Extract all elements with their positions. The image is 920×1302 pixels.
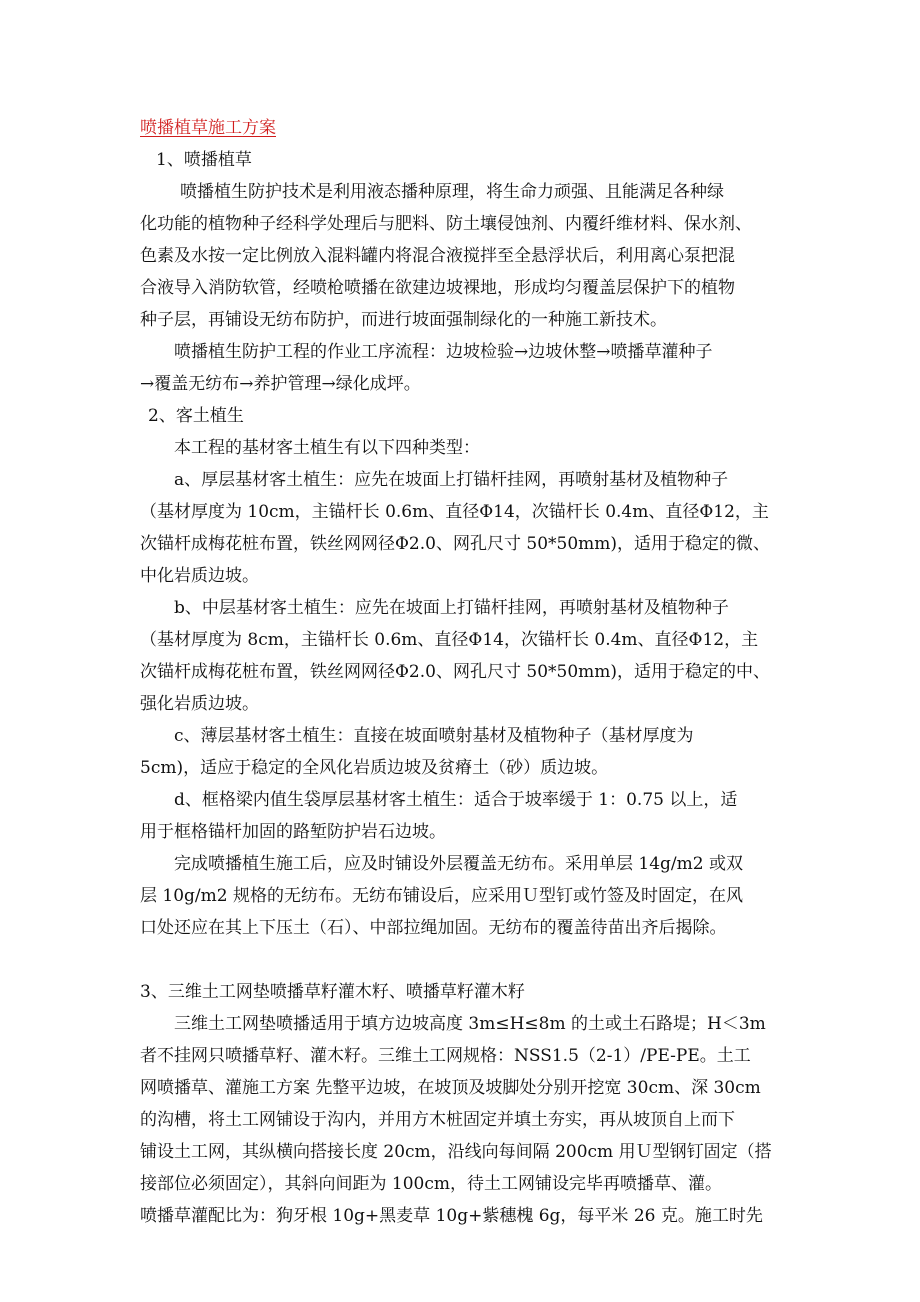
paragraph-line: 合液导入消防软管，经喷枪喷播在欲建边坡裸地，形成均匀覆盖层保护下的植物 [140, 278, 735, 298]
paragraph-line: →覆盖无纺布→养护管理→绿化成坪。 [140, 374, 421, 394]
paragraph-line: a、厚层基材客土植生：应先在坡面上打锚杆挂网，再喷射基材及植物种子 [174, 470, 729, 490]
paragraph-line: 喷播植生防护工程的作业工序流程：边坡检验→边坡休整→喷播草灌种子 [174, 342, 713, 362]
document-lines [140, 144, 786, 1232]
paragraph-line: 5cm)，适应于稳定的全风化岩质边坡及贫瘠土（砂）质边坡。 [140, 758, 609, 778]
paragraph-line: 2、客土植生 [148, 406, 244, 426]
paragraph-line: 铺设土工网，其纵横向搭接长度 20cm，沿线向每间隔 200cm 用Ｕ型钢钉固定（搭 [140, 1142, 772, 1162]
paragraph-line: 1、喷播植草 [156, 150, 252, 170]
paragraph-line: 中化岩质边坡。 [140, 566, 259, 586]
paragraph-line: 接部位必须固定），其斜向间距为 100cm，待土工网铺设完毕再喷播草、灌。 [140, 1174, 722, 1194]
paragraph-line: 三维土工网垫喷播适用于填方边坡高度 3m≤H≤8m 的土或土石路堤；H＜3m [174, 1014, 766, 1034]
paragraph-line: c、薄层基材客土植生：直接在坡面喷射基材及植物种子（基材厚度为 [174, 726, 694, 746]
paragraph-line: 3、三维土工网垫喷播草籽灌木籽、喷播草籽灌木籽 [140, 982, 525, 1002]
paragraph-line: 色素及水按一定比例放入混料罐内将混合液搅拌至全悬浮状后，利用离心泵把混 [140, 246, 735, 266]
paragraph-line: （基材厚度为 8cm，主锚杆长 0.6m、直径Φ14，次锚杆长 0.4m、直径Φ12，主 [140, 630, 759, 650]
paragraph-line: 口处还应在其上下压土（石）、中部拉绳加固。无纺布的覆盖待苗出齐后揭除。 [140, 918, 727, 938]
paragraph-line: 次锚杆成梅花桩布置，铁丝网网径Φ2.0、网孔尺寸 50*50mm)，适用于稳定的中、 [140, 662, 771, 682]
paragraph-line: 层 10g/m2 规格的无纺布。无纺布铺设后，应采用Ｕ型钉或竹签及时固定，在风 [140, 886, 743, 906]
paragraph-line: 网喷播草、灌施工方案 先整平边坡，在坡顶及坡脚处分别开挖宽 30cm、深 30cm [140, 1078, 761, 1098]
paragraph-line: 本工程的基材客土植生有以下四种类型： [174, 438, 480, 458]
paragraph-line: 的沟槽，将土工网铺设于沟内，并用方木桩固定并填土夯实，再从坡顶自上而下 [140, 1110, 735, 1130]
paragraph-line: 种子层，再铺设无纺布防护，而进行坡面强制绿化的一种施工新技术。 [140, 310, 667, 330]
paragraph-line: 化功能的植物种子经科学处理后与肥料、防土壤侵蚀剂、内覆纤维材料、保水剂、 [140, 214, 752, 234]
paragraph-line: 者不挂网只喷播草籽、灌木籽。三维土工网规格：NSS1.5（2-1）/PE-PE。土工 [140, 1046, 751, 1066]
paragraph-line: 次锚杆成梅花桩布置，铁丝网网径Φ2.0、网孔尺寸 50*50mm)，适用于稳定的微、 [140, 534, 771, 554]
paragraph-line: d、框格梁内值生袋厚层基材客土植生：适合于坡率缓于 1：0.75 以上，适 [174, 790, 738, 810]
paragraph-line: 喷播植生防护技术是利用液态播种原理，将生命力顽强、且能满足各种绿 [180, 182, 724, 202]
paragraph-line: （基材厚度为 10cm，主锚杆长 0.6m、直径Φ14，次锚杆长 0.4m、直径Φ12，主 [140, 502, 769, 522]
paragraph-line: b、中层基材客土植生：应先在坡面上打锚杆挂网，再喷射基材及植物种子 [174, 598, 729, 618]
paragraph-line: 喷播草灌配比为：狗牙根 10g+黑麦草 10g+紫穗槐 6g，每平米 26 克。施工时先 [140, 1206, 763, 1226]
paragraph-line: 完成喷播植生施工后，应及时铺设外层覆盖无纺布。采用单层 14g/m2 或双 [174, 854, 743, 874]
blank-line [140, 944, 786, 976]
document-body [140, 112, 786, 1232]
paragraph-line: 用于框格锚杆加固的路堑防护岩石边坡。 [140, 822, 446, 842]
paragraph-line: 强化岩质边坡。 [140, 694, 259, 714]
document-title[interactable]: 喷播植草施工方案 [140, 118, 276, 138]
